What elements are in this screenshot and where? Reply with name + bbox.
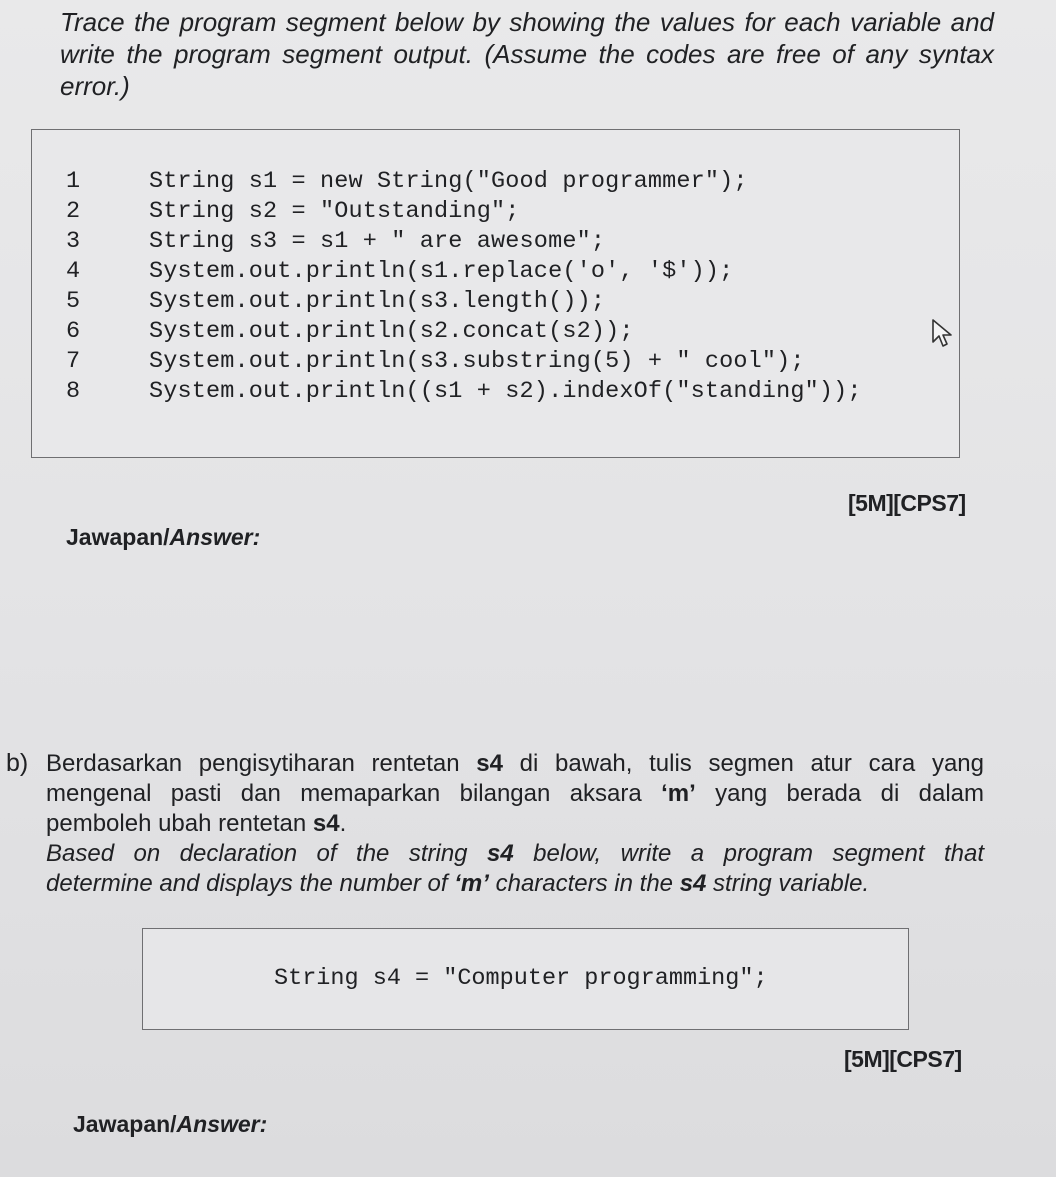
answer-label-english: Answer: [176,1111,268,1137]
english-line: Based on declaration of the string s4 below, write a program segment that [46,840,984,867]
code-text: String s1 = new String("Good programmer"); [149,168,748,195]
malay-line: mengenal pasti dan memaparkan bilangan aksara ‘m’ yang berada di dalam [46,780,984,807]
question-a-instructions [60,6,994,102]
marks-label: [5M][CPS7] [848,490,966,516]
line-number: 7 [66,348,81,375]
english-line: determine and displays the number of ‘m’ characters in the s4 string variable. [46,870,870,897]
answer-label-malay: Jawapan/ [66,524,170,550]
instruction-line: Trace the program segment below by showing the values for each variable and [60,7,994,37]
mouse-pointer-icon [930,318,958,350]
code-text: String s3 = s1 + " are awesome"; [149,228,606,255]
question-b-label: b) [6,749,29,777]
line-number: 2 [66,198,81,225]
instruction-line: write the program segment output. (Assume the codes are free of any syntax [60,39,994,69]
answer-label-english: Answer: [169,524,261,550]
code-text: System.out.println(s3.length()); [149,288,606,315]
code-listing-box [31,129,960,458]
line-number: 6 [66,318,81,345]
code-text: System.out.println(s1.replace('o', '$')); [149,258,734,285]
line-number: 3 [66,228,81,255]
code-text: System.out.println((s1 + s2).indexOf("standing")); [149,378,862,405]
answer-label [73,1111,267,1138]
instruction-line: error.) [60,71,130,101]
line-number: 5 [66,288,81,315]
line-number: 4 [66,258,81,285]
malay-line: Berdasarkan pengisytiharan rentetan s4 di bawah, tulis segmen atur cara yang [46,750,984,777]
line-number: 1 [66,168,81,195]
answer-label [66,524,260,551]
question-b-text [46,749,984,899]
malay-line: pemboleh ubah rentetan s4. [46,810,347,837]
code-text: String s2 = "Outstanding"; [149,198,520,225]
code-text: System.out.println(s2.concat(s2)); [149,318,634,345]
declaration-code: String s4 = "Computer programming"; [274,965,768,992]
answer-label-malay: Jawapan/ [73,1111,177,1137]
declaration-box [142,928,909,1030]
code-text: System.out.println(s3.substring(5) + " cool"); [149,348,805,375]
line-number: 8 [66,378,81,405]
marks-label: [5M][CPS7] [844,1046,962,1072]
